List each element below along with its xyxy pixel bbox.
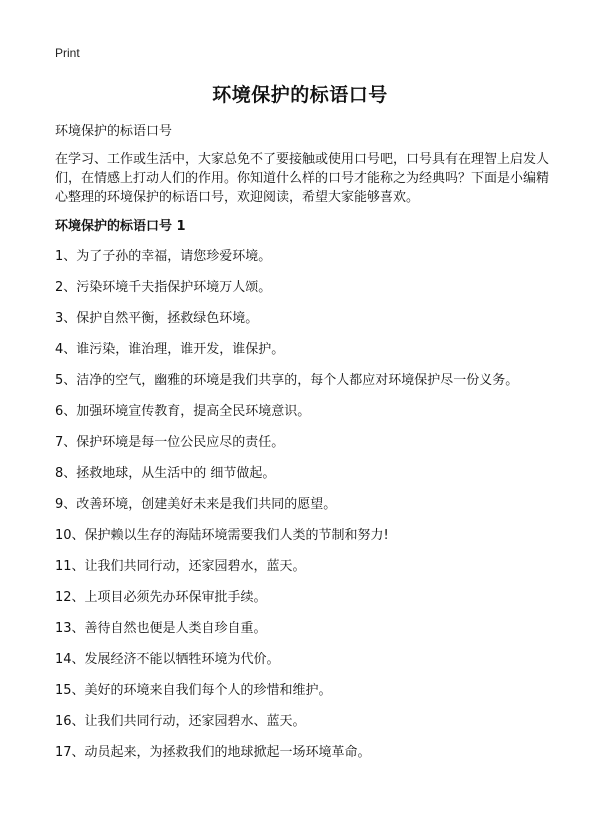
slogan-item: 14、发展经济不能以牺牲环境为代价。 <box>55 652 280 667</box>
slogan-item: 9、改善环境，创建美好未来是我们共同的愿望。 <box>55 497 337 512</box>
document-subtitle: 环境保护的标语口号 <box>55 124 173 139</box>
page-title: 环境保护的标语口号 <box>212 84 388 106</box>
slogan-item: 17、动员起来，为拯救我们的地球掀起一场环境革命。 <box>55 745 371 760</box>
slogan-item: 4、谁污染，谁治理，谁开发，谁保护。 <box>55 342 285 357</box>
slogan-item: 16、让我们共同行动，还家园碧水、蓝天。 <box>55 714 306 729</box>
slogan-item: 11、让我们共同行动，还家园碧水，蓝天。 <box>55 559 306 574</box>
section-heading: 环境保护的标语口号 1 <box>55 219 186 234</box>
slogan-item: 2、污染环境千夫指保护环境万人颂。 <box>55 280 272 295</box>
slogan-item: 10、保护赖以生存的海陆环境需要我们人类的节制和努力! <box>55 528 389 543</box>
slogan-item: 13、善待自然也便是人类自珍自重。 <box>55 621 267 636</box>
print-link[interactable]: Print <box>55 46 80 60</box>
slogan-item: 1、为了子孙的幸福，请您珍爱环境。 <box>55 249 272 264</box>
slogan-item: 15、美好的环境来自我们每个人的珍惜和维护。 <box>55 683 332 698</box>
intro-paragraph: 在学习、工作或生活中，大家总免不了要接触或使用口号吧，口号具有在理智上启发人们，在情感上打动人们的作用。你知道什么样的口号才能称之为经典吗？下面是小编精心整理的环境保护的标语口号，欢迎阅读，希望大家能够喜欢。 <box>55 152 550 205</box>
slogan-item: 3、保护自然平衡，拯救绿色环境。 <box>55 311 259 326</box>
slogan-item: 12、上项目必须先办环保审批手续。 <box>55 590 267 605</box>
slogan-item: 6、加强环境宣传教育，提高全民环境意识。 <box>55 404 311 419</box>
slogan-list <box>55 248 575 775</box>
slogan-item: 8、拯救地球，从生活中的 细节做起。 <box>55 466 276 481</box>
slogan-item: 7、保护环境是每一位公民应尽的责任。 <box>55 435 285 450</box>
slogan-item: 5、洁净的空气，幽雅的环境是我们共享的，每个人都应对环境保护尽一份义务。 <box>55 373 519 388</box>
